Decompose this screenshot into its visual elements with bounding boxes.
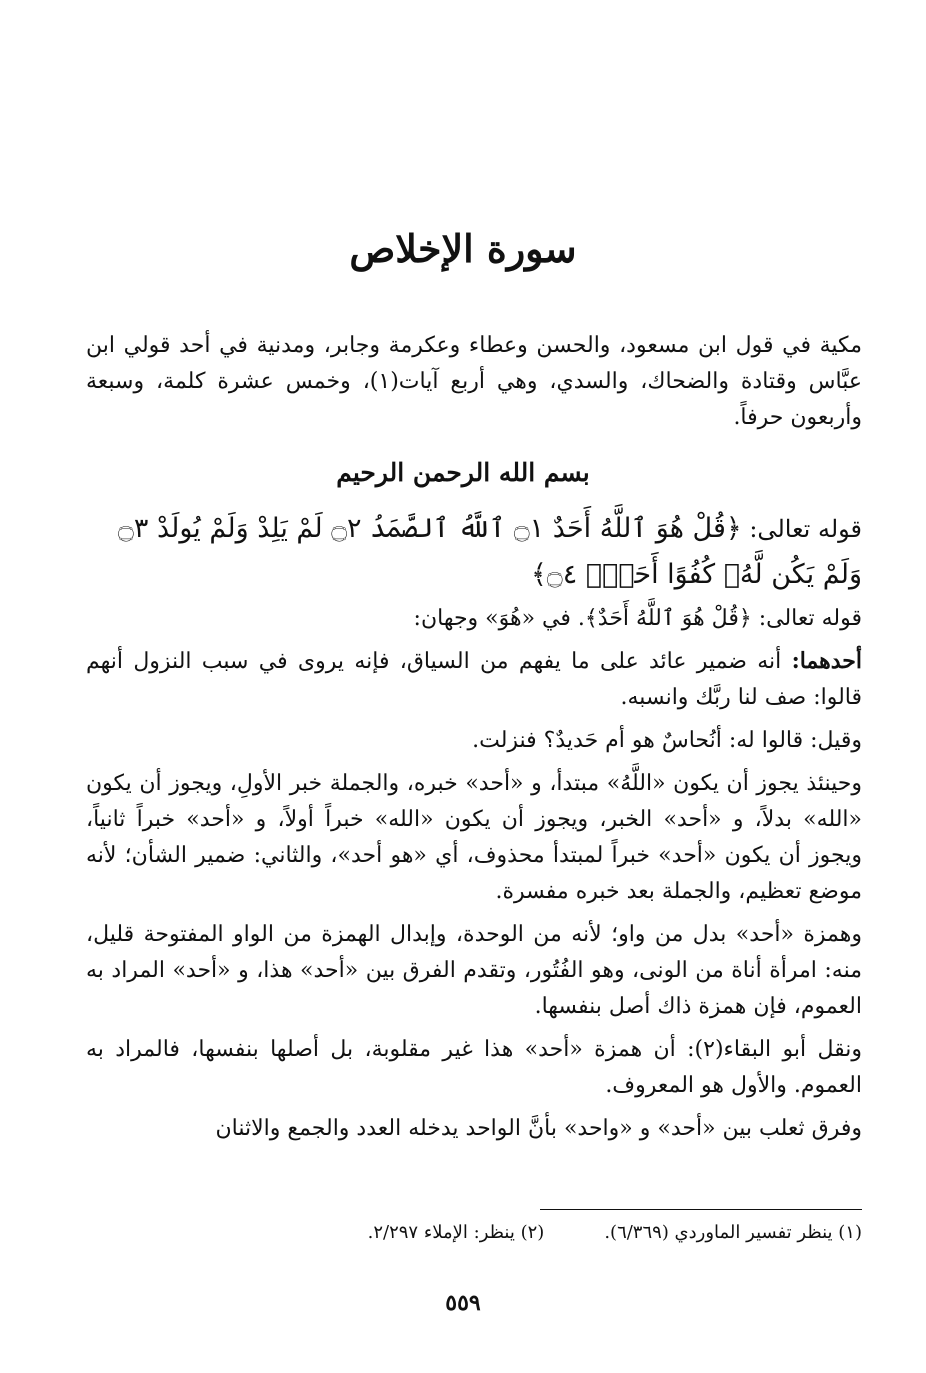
footnote-divider [540,1209,862,1210]
commentary-body [86,600,862,1153]
commentary-paragraph: وهمزة «أحد» بدل من واو؛ لأنه من الوحدة، وإبدال الهمزة من الواو المفتوحة قليل، منه: امرأة أناة من الونى، وهو الفُتُور، وتقدم الفرق بين «أحد» هذا، و «أحد» المراد به العموم، فإن همزة ذاك أصل بنفسها. [86,922,862,1019]
footnote-2: (٢) ينظر: الإملاء ٢/٢٩٧. [367,1222,545,1243]
commentary-paragraph: ونقل أبو البقاء(٢): أن همزة «أحد» هذا غير مقلوبة، بل أصلها بنفسها، فالمراد به العموم. والأول هو المعروف. [86,1037,862,1098]
commentary-paragraph: وقيل: قالوا له: أنُحاسٌ هو أم حَديدٌ؟ فنزلت. [472,728,862,753]
verse-intro: قوله تعالى: [741,515,862,543]
intro-paragraph: مكية في قول ابن مسعود، والحسن وعطاء وعكرمة وجابر، ومدنية في أحد قولي ابن عبَّاس وقتادة والضحاك، والسدي، وهي أربع آيات(١)، وخمس عشرة كلمة، وسبعة وأربعون حرفاً. [86,333,862,430]
quran-verse-block [86,506,862,598]
commentary-paragraph: وحينئذ يجوز أن يكون «اللَّهُ» مبتدأ، و «أحد» خبره، والجملة خبر الأولِ، ويجوز أن يكون «الله» بدلاً، و «أحد» الخبر، ويجوز أن يكون «الله» خبراً أولاً، و «أحد» خبراً ثانياً، ويجوز أن يكون «أحد» خبراً لمبتدأ محذوف، أي «هو أحد»، والثاني: ضمير الشأن؛ لأنه موضع تعظيم، والجملة بعد خبره مفسرة. [86,771,863,904]
page-title: سورة الإخلاص [349,226,577,271]
paragraph-lead: أحدهما: [791,648,862,674]
commentary-paragraph: وفرق ثعلب بين «أحد» و «واحد» بأنَّ الواحد يدخله العدد والجمع والاثنان [215,1116,862,1141]
footnote-1: (١) ينظر تفسير الماوردي (٦/٣٦٩). [604,1222,862,1243]
commentary-paragraph: قوله تعالى: ﴿قُلْ هُوَ ٱللَّهُ أَحَدٌ﴾. في «هُوَ» وجهان: [413,606,862,631]
commentary-paragraph: أحدهما: أنه ضمير عائد على ما يفهم من السياق، فإنه يروى في سبب النزول أنهم قالوا: صف لنا ربَّك وانسبه. [86,648,862,710]
page-number: ٥٥٩ [445,1290,481,1316]
footnotes [200,1222,862,1243]
basmala-heading: بسم الله الرحمن الرحيم [336,458,590,487]
quran-verse-text: ﴿قُلْ هُوَ ٱللَّهُ أَحَدٌ ۝١ ٱللَّهُ ٱلصَّمَدُ ۝٢ لَمْ يَلِدْ وَلَمْ يُولَدْ ۝٣ وَلَمْ يَكُن لَّهُۥ كُفُوًا أَحَدٌۢ ۝٤﴾ [118,513,862,590]
